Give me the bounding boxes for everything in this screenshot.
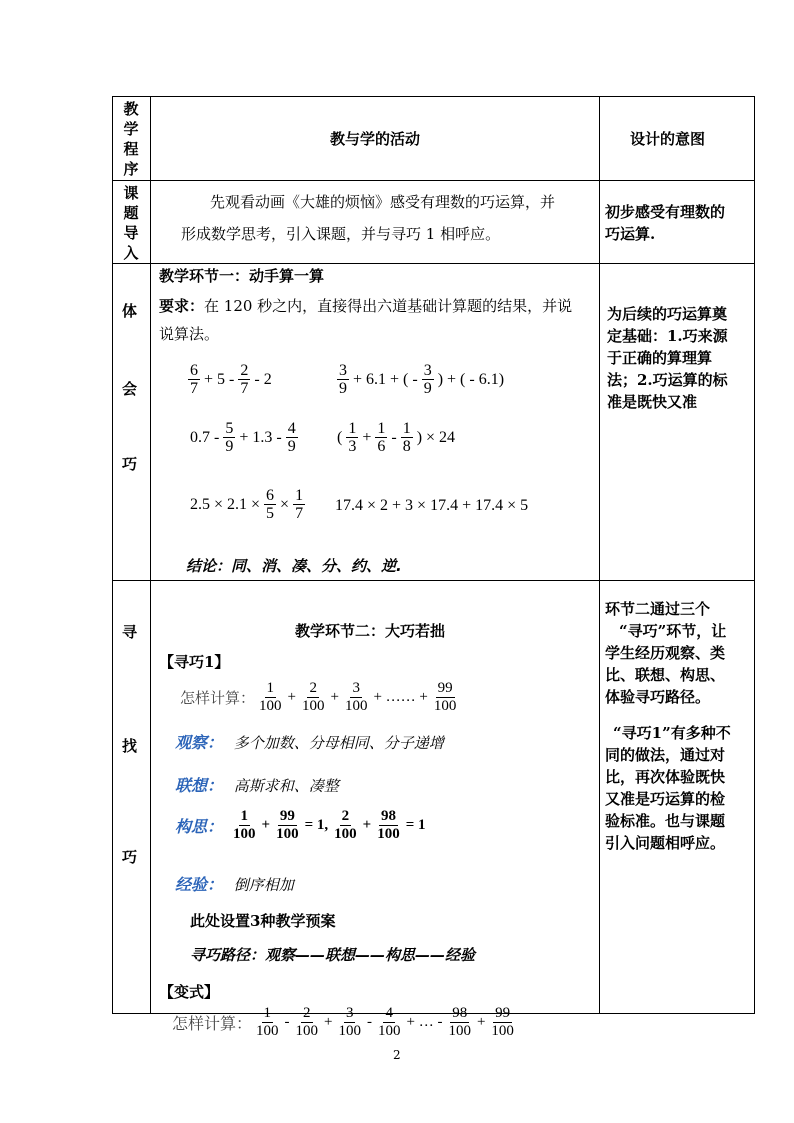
intro-label bbox=[116, 183, 146, 263]
requirement-line2: 说算法。 bbox=[159, 325, 220, 343]
col-divider bbox=[150, 96, 151, 1014]
numerator: 1 bbox=[295, 487, 304, 504]
numerator: 3 bbox=[339, 362, 347, 379]
section1-title: 教学环节一：动手算一算 bbox=[159, 267, 325, 285]
seek1-sum bbox=[180, 680, 460, 715]
fraction bbox=[432, 680, 459, 715]
fraction bbox=[337, 362, 349, 397]
operator: + …… + bbox=[373, 689, 428, 705]
fraction bbox=[446, 1005, 473, 1040]
intent-line: 又准是巧运算的检 bbox=[605, 790, 726, 808]
expression: 17.4 × 2 + 3 × 17.4 + 17.4 × 5 bbox=[335, 497, 529, 514]
intent-line: 准是既快又准 bbox=[607, 393, 698, 411]
how-calc-label: 怎样计算： bbox=[180, 689, 256, 707]
verify-label: 经验： bbox=[175, 875, 224, 894]
operator: + 6.1 + ( - bbox=[353, 370, 418, 388]
denominator: 7 bbox=[190, 380, 198, 397]
fraction bbox=[188, 362, 200, 397]
fraction bbox=[401, 420, 413, 455]
fraction bbox=[300, 680, 327, 715]
denominator: 100 bbox=[301, 698, 325, 714]
table-border-right bbox=[754, 96, 755, 1014]
denominator: 7 bbox=[240, 380, 249, 397]
intent-line: 比、联想、构思、 bbox=[605, 666, 726, 684]
associate-label: 联想： bbox=[175, 776, 224, 795]
operator: + bbox=[362, 428, 372, 446]
verify-text: 倒序相加 bbox=[233, 876, 294, 894]
operator: + bbox=[287, 689, 296, 705]
fraction bbox=[376, 1005, 403, 1040]
numerator: 2 bbox=[303, 1005, 311, 1021]
requirement-text: 在 120 秒之内，直接得出六道基础计算题的结果，并说 bbox=[204, 297, 573, 315]
denominator: 100 bbox=[377, 1023, 401, 1039]
denominator: 100 bbox=[256, 1023, 279, 1039]
numerator: 98 bbox=[452, 1005, 468, 1021]
fraction bbox=[346, 420, 358, 455]
numerator: 6 bbox=[190, 362, 198, 379]
intro-text-line2: 形成数学思考，引入课题，并与寻巧 1 相呼应。 bbox=[181, 225, 501, 243]
fraction bbox=[254, 1005, 281, 1040]
requirement-label: 要求： bbox=[159, 297, 205, 315]
denominator: 100 bbox=[448, 1023, 471, 1039]
intent-line: 引入问题相呼应。 bbox=[605, 834, 726, 852]
denominator: 100 bbox=[295, 1023, 319, 1039]
fraction bbox=[293, 487, 305, 522]
operator: ) × 24 bbox=[416, 428, 456, 446]
numerator: 3 bbox=[423, 362, 432, 379]
numerator: 2 bbox=[240, 362, 249, 379]
numerator: 98 bbox=[380, 808, 396, 824]
fraction bbox=[257, 680, 284, 715]
experience-label-char: 巧 bbox=[122, 455, 138, 473]
fraction bbox=[294, 1005, 321, 1040]
table-border-left bbox=[112, 96, 113, 1014]
seek-label-char: 巧 bbox=[122, 848, 138, 866]
numerator: 1 bbox=[240, 808, 249, 824]
fraction bbox=[332, 808, 359, 843]
denominator: 100 bbox=[276, 826, 299, 842]
experience-label-char: 会 bbox=[122, 380, 138, 398]
fraction bbox=[375, 808, 402, 843]
numerator: 1 bbox=[348, 420, 357, 437]
operator: + bbox=[362, 817, 372, 833]
construct-label: 构思： bbox=[175, 817, 224, 836]
operator: 2.5 × 2.1 × bbox=[190, 495, 261, 513]
denominator: 100 bbox=[433, 698, 457, 714]
denominator: 8 bbox=[402, 438, 411, 455]
experience-intent bbox=[607, 303, 728, 413]
exercise-4 bbox=[335, 420, 457, 455]
fraction bbox=[489, 1005, 516, 1040]
label-char: 导 bbox=[123, 224, 139, 242]
how-calc-label: 怎样计算： bbox=[172, 1014, 253, 1033]
operator: + 1.3 - bbox=[239, 428, 282, 446]
denominator: 9 bbox=[339, 380, 347, 397]
intent-line: 比，再次体验既快 bbox=[605, 768, 726, 786]
intro-intent-line2: 巧运算. bbox=[605, 225, 656, 243]
denominator: 6 bbox=[377, 438, 386, 455]
numerator: 99 bbox=[437, 680, 453, 696]
operator: = 1, bbox=[304, 817, 329, 833]
intent-line: 环节二通过三个 bbox=[605, 600, 711, 618]
numerator: 4 bbox=[287, 420, 296, 437]
fraction bbox=[274, 808, 301, 843]
numerator: 2 bbox=[309, 680, 317, 696]
numerator: 1 bbox=[377, 420, 386, 437]
operator: × bbox=[280, 495, 290, 513]
intent-line: 法；2.巧运算的标 bbox=[607, 371, 728, 389]
operator: = 1 bbox=[405, 817, 426, 833]
intro-text-line1: 先观看动画《大雄的烦恼》感受有理数的巧运算，并 bbox=[210, 193, 556, 211]
denominator: 7 bbox=[295, 505, 304, 522]
operator: ) + ( - 6.1) bbox=[437, 370, 505, 388]
operator: + bbox=[476, 1014, 486, 1030]
observe-label: 观察： bbox=[175, 733, 224, 752]
denominator: 100 bbox=[334, 826, 357, 842]
operator: + bbox=[261, 817, 271, 833]
denominator: 3 bbox=[348, 438, 357, 455]
variant-label: 【变式】 bbox=[159, 983, 220, 1001]
intent-line: 于正确的算理算 bbox=[607, 349, 713, 367]
exercise-2 bbox=[335, 362, 506, 397]
section2-title: 教学环节二：大巧若拙 bbox=[295, 622, 446, 640]
numerator: 3 bbox=[352, 680, 360, 696]
intent-line: 为后续的巧运算奠 bbox=[607, 305, 728, 323]
operator: + … - bbox=[406, 1014, 443, 1030]
header-char: 教 bbox=[123, 100, 139, 118]
verify-line bbox=[175, 872, 294, 895]
intro-intent-line1: 初步感受有理数的 bbox=[605, 203, 726, 221]
observe-line bbox=[175, 730, 444, 753]
denominator: 5 bbox=[266, 505, 275, 522]
numerator: 3 bbox=[345, 1005, 354, 1021]
numerator: 99 bbox=[279, 808, 295, 824]
denominator: 100 bbox=[233, 826, 256, 842]
fraction bbox=[231, 808, 258, 843]
numerator: 1 bbox=[266, 680, 275, 696]
fraction bbox=[336, 1005, 363, 1040]
fraction bbox=[343, 680, 370, 715]
variant-expression bbox=[172, 1005, 518, 1040]
page-number: 2 bbox=[393, 1048, 401, 1062]
header-program-label bbox=[116, 99, 146, 179]
fraction bbox=[422, 362, 434, 397]
exercise-3 bbox=[188, 420, 300, 455]
exercise-5 bbox=[188, 487, 307, 522]
operator: - bbox=[366, 1014, 372, 1030]
operator: - bbox=[284, 1014, 290, 1030]
label-char: 题 bbox=[123, 204, 139, 222]
seek-intent-2 bbox=[605, 722, 731, 854]
row-divider bbox=[112, 180, 755, 181]
requirement-line1 bbox=[159, 297, 572, 316]
operator: - bbox=[391, 428, 397, 446]
table-border-top bbox=[112, 96, 755, 97]
operator: + 5 - bbox=[204, 370, 235, 388]
experience-label-char: 体 bbox=[122, 302, 138, 320]
header-intent: 设计的意图 bbox=[630, 130, 706, 148]
exercise-1 bbox=[186, 362, 274, 397]
denominator: 100 bbox=[344, 698, 368, 714]
operator: - 2 bbox=[254, 370, 272, 388]
observe-text: 多个加数、分母相同、分子递增 bbox=[233, 734, 444, 752]
denominator: 100 bbox=[338, 1023, 361, 1039]
label-char: 入 bbox=[123, 244, 139, 262]
fraction bbox=[238, 362, 250, 397]
intent-line: 定基础：1.巧来源 bbox=[607, 327, 728, 345]
operator: 0.7 - bbox=[190, 428, 220, 446]
denominator: 100 bbox=[259, 698, 282, 714]
row-divider bbox=[112, 580, 755, 581]
denominator: 9 bbox=[423, 380, 432, 397]
header-char: 学 bbox=[123, 120, 139, 138]
fraction bbox=[264, 487, 276, 522]
numerator: 4 bbox=[385, 1005, 393, 1021]
seek-path: 寻巧路径：观察——联想——构思——经验 bbox=[190, 946, 476, 964]
numerator: 5 bbox=[225, 420, 234, 437]
fraction bbox=[286, 420, 298, 455]
numerator: 2 bbox=[341, 808, 350, 824]
seek-label-char: 寻 bbox=[122, 623, 138, 641]
denominator: 100 bbox=[377, 826, 400, 842]
operator: + bbox=[330, 689, 339, 705]
fraction bbox=[375, 420, 387, 455]
intent-line: “寻巧”环节，让 bbox=[619, 622, 727, 640]
seek1-label: 【寻巧1】 bbox=[159, 653, 230, 671]
intent-line: 验标准。也与课题 bbox=[605, 812, 726, 830]
operator: ( bbox=[337, 428, 343, 446]
intent-line: 同的做法，通过对 bbox=[605, 746, 726, 764]
row-divider bbox=[112, 263, 755, 264]
denominator: 9 bbox=[225, 438, 234, 455]
header-char: 程 bbox=[123, 140, 139, 158]
header-char: 序 bbox=[123, 160, 139, 178]
operator: + bbox=[324, 1014, 333, 1030]
numerator: 6 bbox=[266, 487, 275, 504]
conclusion: 结论：同、消、凑、分、约、逆. bbox=[186, 557, 402, 575]
numerator: 1 bbox=[402, 420, 411, 437]
associate-text: 高斯求和、凑整 bbox=[233, 777, 339, 795]
exercise-6 bbox=[335, 497, 528, 515]
col-divider bbox=[599, 96, 600, 1014]
denominator: 9 bbox=[287, 438, 296, 455]
header-activity: 教与学的活动 bbox=[330, 130, 421, 148]
numerator: 1 bbox=[263, 1005, 272, 1021]
intent-line: “寻巧1”有多种不 bbox=[613, 724, 731, 742]
numerator: 99 bbox=[495, 1005, 511, 1021]
associate-line bbox=[175, 773, 339, 796]
intent-line: 学生经历观察、类 bbox=[605, 644, 726, 662]
construct-line bbox=[175, 808, 428, 843]
intent-line: 体验寻巧路径。 bbox=[605, 688, 711, 706]
denominator: 100 bbox=[491, 1023, 514, 1039]
seek-label-char: 找 bbox=[122, 737, 138, 755]
fraction bbox=[223, 420, 235, 455]
plan-note: 此处设置3种教学预案 bbox=[190, 912, 336, 930]
label-char: 课 bbox=[123, 184, 139, 202]
seek-intent bbox=[605, 598, 726, 708]
